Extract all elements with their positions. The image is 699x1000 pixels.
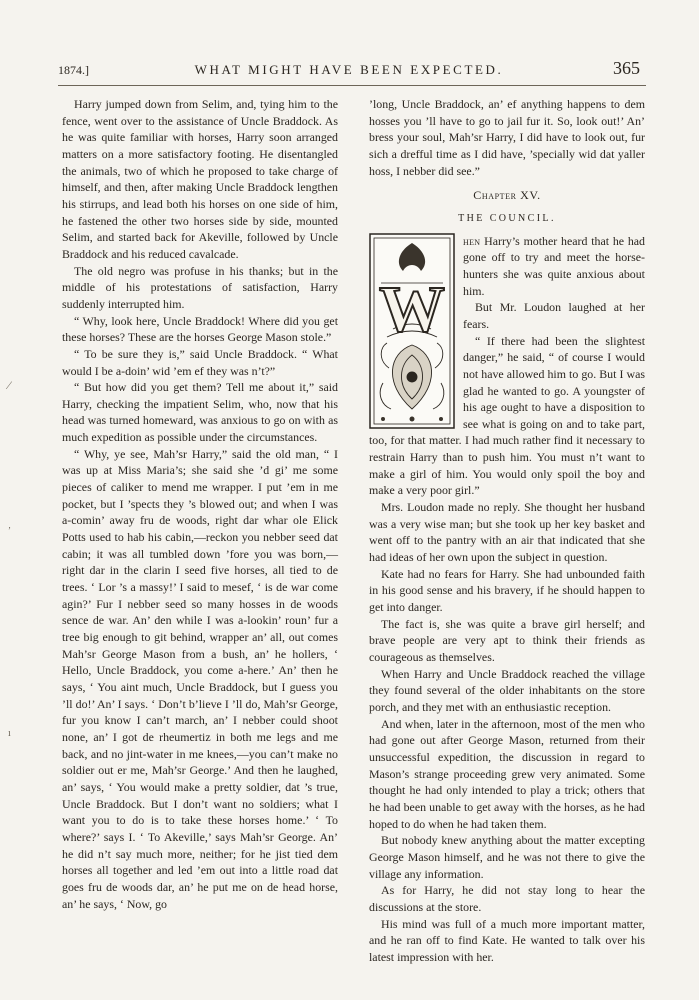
chapter-title: Chapter XV. (473, 188, 541, 203)
paragraph: And when, later in the afternoon, most of the men who had gone out after George Mason, returned from their unsuccessful expedition, the discussion in regard to Mason’s strange proceeding grew very animated. Some thought he had only intended to play a trick; others that he had been unable to get away with the horses, as he had hoped to do when he had taken them. (369, 716, 645, 831)
paragraph: Harry jumped down from Selim, and, tying him to the fence, went over to the assistance of Uncle Braddock. As he was quite familiar with horses, Harry soon arranged matters on a more satisfactory footing. He disentangled the animals, two of which he proposed to take charge of himself, and then, after making Uncle Braddock lengthen his stirrups, and lead both his horses on one side of him, he fastened the other two horses side by side, mounted Selim, and started back for Akeville, followed by Uncle Braddock and his reduced cavalcade. (62, 97, 338, 261)
dropcap-lead-word: hen (463, 233, 481, 248)
right-column (369, 96, 645, 965)
paragraph: “ To be sure they is,” said Uncle Braddock. “ What would I be a-doin’ wid ’em ef they was n’t?” (62, 346, 338, 378)
margin-mark: ⁄ (8, 378, 11, 392)
paragraph: Kate had no fears for Harry. She had unbounded faith in his good sense and his bravery, if he should happen to get into danger. (369, 566, 645, 615)
paragraph: But nobody knew anything about the matter excepting George Mason himself, and he was not there to give the village any information. (369, 833, 645, 881)
paragraph: “ If there had been the slightest danger,” he said, “ of course I would not have allowed him to go. But I was glad he wanted to go. A youngster of his age ought to have a disposition to see what is going on and to take part, too, for that matter. I had much rather find it necessary to restrain Harry than to push him. You must n’t want to make a girl of him. You would only spoil the boy and make a very poor girl.” (369, 333, 645, 498)
paragraph: “ But how did you get them? Tell me about it,” said Harry, checking the impatient Selim, who, now that his head was turned homeward, was anxious to go on with as much expedition as possible under the circumstances. (62, 380, 338, 445)
running-header (58, 60, 640, 80)
paragraph: Harry’s mother heard that he had gone off to try and meet the horse-hunters she was quite anxious about him. (463, 233, 645, 298)
paragraph: As for Harry, he did not stay long to hear the discussions at the store. (369, 883, 645, 914)
paragraph: Mrs. Loudon made no reply. She thought her husband was a very wise man; but she took up her key basket and went off to the pantry with an air that indicated that she had ideas of her own upon the subject in question. (369, 500, 645, 565)
section-title: THE COUNCIL. (458, 212, 556, 224)
running-title: WHAT MIGHT HAVE BEEN EXPECTED. (194, 62, 504, 77)
paragraph: The old negro was profuse in his thanks; but in the middle of his protestations of satisfaction, Harry suddenly interrupted him. (62, 263, 338, 311)
paragraph: But Mr. Loudon laughed at her fears. (463, 300, 645, 331)
ornamental-dropcap (369, 233, 455, 429)
paragraph: The fact is, she was quite a brave girl herself; and brave people are very apt to think their friends as courageous as themselves. (369, 616, 645, 664)
header-rule (58, 85, 646, 86)
paragraph: When Harry and Uncle Braddock reached the village they found several of the older inhabitants on the store porch, and they met with an enthusiastic reception. (369, 666, 645, 714)
paragraph: “ Why, look here, Uncle Braddock! Where did you get these horses? These are the horses George Mason stole.” (62, 313, 338, 345)
page-number: 365 (613, 58, 640, 78)
paragraph: “ Why, ye see, Mah’sr Harry,” said the old man, “ I was up at Miss Maria’s; she said she ’d gi’ me some pieces of caliker to mend me wrapper. I put ’em in me pocket, but I ’spects they ’s blowed out; and when I was a-comin’ away fru de woods, right dar whar ole Elick Potts used to hab his cabin,—reckon you nebber seed dat cabin; it was all tumbled down ’fore you was born,—right dar in the clarin I seed five horses, all tied to de trees. ‘ Lor ’s a massy!’ I said to mesef, ‘ is de war come agin?’ Fur I nebber seed so many hosses in de woods sence de war. An’ den while I was a-lookin’ roun’ fur a tree big enough to git behind, wrapper an’ all, out comes Mah’sr George Mason from a bush, an’ he hollers, ‘ Hello, Uncle Braddock, you come a-here.’ An’ then he says, ‘ You aint much, Uncle Braddock, but I guess you ’ll do!’ An’ I says. ‘ Don’t b’lieve I ’ll do, Mah’sr George, fur you know I can’t march, an’ I nebber could shoot none, an’ I got de rheumertiz in both me legs and me back, and no jint-water in me knees,—you can’t make no soldier out er me, Mah’sr George.’ And then he laughed, an’ says, ‘ You would make a pretty soldier, dat ’s true, Uncle Braddock. But I don’t want no soldiers; what I want you to do is to take these horses home.’ ‘ To where?’ says I. ‘ To Akeville,’ says Mah’sr George. An’ he did n’t say much more, neither; for he jist tied dem horses all together and led ’em out into a little road dat goes fru de woods dar, an’ he put me on de head horse, an’ he says, ‘ Now, go (62, 446, 338, 911)
margin-mark: ‚ (8, 520, 11, 530)
left-column (62, 96, 338, 912)
volume-year: 1874.] (58, 63, 89, 77)
paragraph: ’long, Uncle Braddock, an’ ef anything happens to dem hosses you ’ll have to go to jail fur it. So, look out!’ An’ bress your soul, Mah’sr Harry, I did have to look out, fur sich a drefful time as I did have, ’specially wid dat yaller hoss, I nebber did see.” (369, 97, 645, 178)
margin-mark: ı (8, 728, 11, 739)
paragraph: His mind was full of a much more important matter, and he ran off to find Kate. He wanted to talk over his latest impression with her. (369, 916, 645, 964)
dropcap-letter: W (379, 272, 445, 346)
